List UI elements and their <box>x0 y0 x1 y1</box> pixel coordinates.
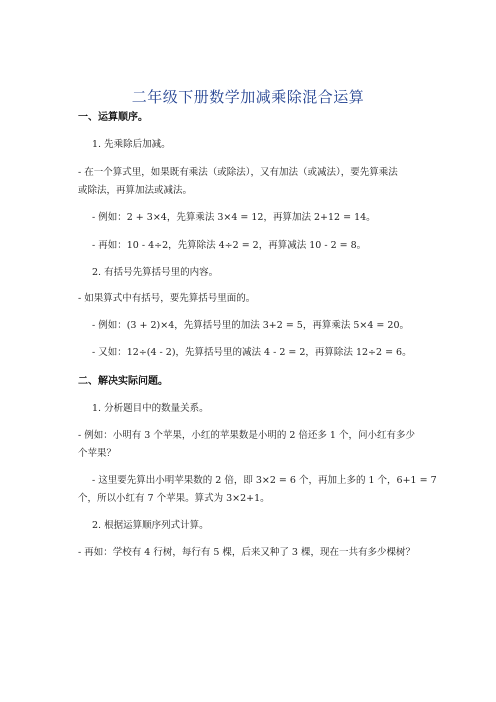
rule-2-title: 2. 有括号先算括号里的内容。 <box>92 267 219 278</box>
rule-1-example-2: - 再如：10 - 4÷2，先算除法 4÷2 = 2，再算减法 10 - 2 = 8。 <box>92 240 367 251</box>
rule-1-explanation-line-2: 或除法，再算加法或减法。 <box>78 185 193 196</box>
step-1-solution-line-2: 个，所以小红有 7 个苹果。算式为 3×2+1。 <box>78 493 270 504</box>
step-2-title: 2. 根据运算顺序列式计算。 <box>92 520 209 531</box>
section-heading-operation-order: 一、运算顺序。 <box>78 112 148 123</box>
rule-2-example-2: - 又如：12÷(4 - 2)，先算括号里的减法 4 - 2 = 2，再算除法 12÷2 = 6。 <box>92 347 412 358</box>
step-1-example-line-1: - 例如：小明有 3 个苹果，小红的苹果数是小明的 2 倍还多 1 个，问小红有多少 <box>78 430 415 441</box>
step-1-solution-line-1: - 这里要先算出小明苹果数的 2 倍，即 3×2 = 6 个，再加上多的 1 个，6+1 = 7 <box>92 475 437 486</box>
step-1-example-line-2: 个苹果？ <box>78 448 117 459</box>
section-heading-word-problems: 二、解决实际问题。 <box>78 376 168 387</box>
rule-1-explanation-line-1: - 在一个算式里，如果既有乘法（或除法），又有加法（或减法），要先算乘法 <box>78 167 398 178</box>
step-1-title: 1. 分析题目中的数量关系。 <box>92 403 209 414</box>
rule-1-title: 1. 先乘除后加减。 <box>92 139 171 150</box>
rule-2-example-1: - 例如：(3 + 2)×4，先算括号里的加法 3+2 = 5，再算乘法 5×4 = 20。 <box>92 320 410 331</box>
step-2-example: - 再如：学校有 4 行树，每行有 5 棵，后来又种了 3 棵，现在一共有多少棵树？ <box>78 547 415 558</box>
rule-1-example-1: - 例如：2 + 3×4，先算乘法 3×4 = 12，再算加法 2+12 = 14。 <box>92 212 376 223</box>
document-title: 二年级下册数学加减乘除混合运算 <box>131 88 365 106</box>
rule-2-explanation: - 如果算式中有括号，要先算括号里面的。 <box>78 293 256 304</box>
